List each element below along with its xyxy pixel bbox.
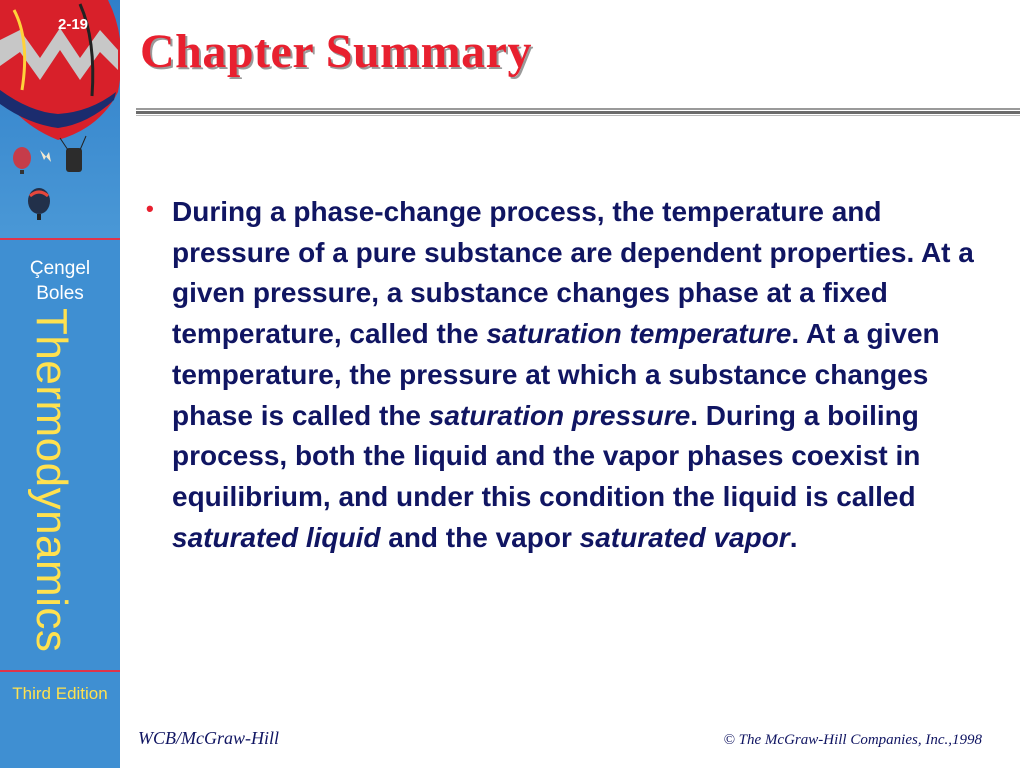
sidebar <box>0 0 120 768</box>
sidebar-divider-top <box>0 238 120 240</box>
copyright-footer: © The McGraw-Hill Companies, Inc.,1998 <box>723 732 982 748</box>
bullet-segment: During a phase-change process, the temperature and pressure of a pure substance are dependent properties. At a given pressure, a substance changes phase at a fixed temperature, called the <box>172 196 974 350</box>
bullet-segment: . <box>789 521 798 553</box>
bullet-segment: . During a boiling process, both the liquid and the vapor phases coexist in equilibrium, and under this condition the liquid is called <box>172 399 921 512</box>
edition-label: Third Edition <box>12 684 108 703</box>
hot-air-balloon-image <box>0 0 120 238</box>
slide-number: 2-19 <box>58 16 89 33</box>
book-title-text: Thermodynamics <box>27 308 76 653</box>
bullet-marker: • <box>146 196 154 221</box>
vertical-book-title <box>27 308 84 658</box>
sidebar-divider-bottom <box>0 670 120 672</box>
bullet-paragraph <box>172 192 992 558</box>
author-second: Boles <box>36 283 84 304</box>
term-saturation-temperature: saturation temperature <box>486 318 792 350</box>
title-underline <box>136 108 1020 118</box>
publisher-footer: WCB/McGraw-Hill <box>138 728 279 748</box>
author-first: Çengel <box>29 258 91 279</box>
term-saturated-vapor: saturated vapor <box>579 521 790 553</box>
page-title: Chapter Summary <box>140 25 532 78</box>
balloon-illustration <box>0 0 120 238</box>
bullet-segment: . At a given temperature, the pressure at which a substance changes phase is called the <box>172 318 940 431</box>
term-saturation-pressure: saturation pressure <box>428 399 691 431</box>
bullet-segment: and the vapor <box>380 521 580 553</box>
term-saturated-liquid: saturated liquid <box>172 521 381 553</box>
